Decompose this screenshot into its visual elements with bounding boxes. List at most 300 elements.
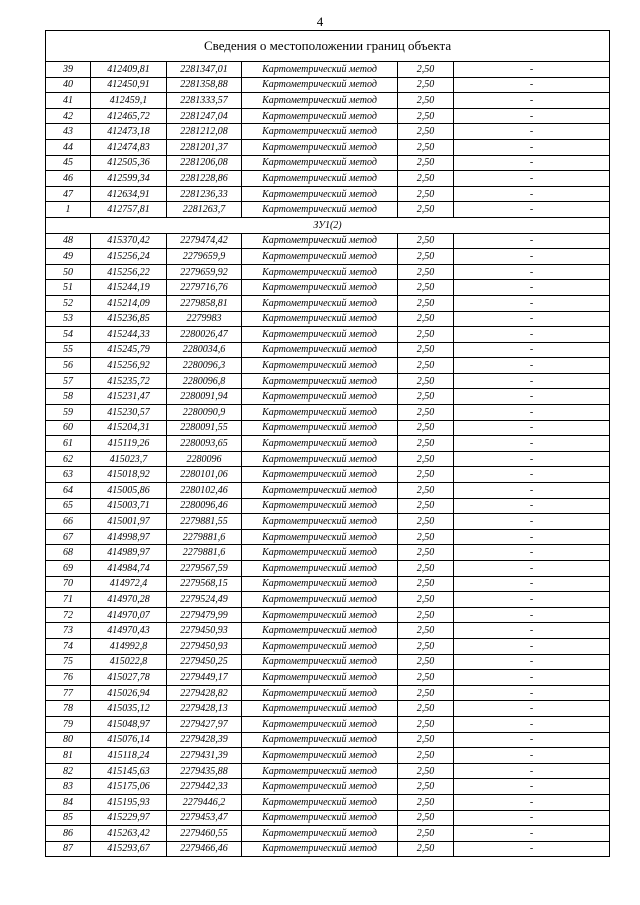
description-cell: - (454, 108, 610, 124)
point-number-cell: 42 (46, 108, 91, 124)
point-number-cell: 43 (46, 124, 91, 140)
description-cell: - (454, 810, 610, 826)
description-cell: - (454, 264, 610, 280)
description-cell: - (454, 202, 610, 218)
x-coordinate-cell: 415195,93 (91, 794, 167, 810)
table-row (46, 794, 610, 810)
table-row (46, 716, 610, 732)
accuracy-cell: 2,50 (398, 93, 454, 109)
table-row (46, 779, 610, 795)
point-number-cell: 70 (46, 576, 91, 592)
table-row (46, 670, 610, 686)
method-cell: Картометрический метод (242, 62, 398, 78)
x-coordinate-cell: 415231,47 (91, 389, 167, 405)
description-cell: - (454, 451, 610, 467)
accuracy-cell: 2,50 (398, 467, 454, 483)
accuracy-cell: 2,50 (398, 139, 454, 155)
method-cell: Картометрический метод (242, 514, 398, 530)
table-row (46, 701, 610, 717)
point-number-cell: 86 (46, 826, 91, 842)
accuracy-cell: 2,50 (398, 826, 454, 842)
x-coordinate-cell: 415214,09 (91, 295, 167, 311)
description-cell: - (454, 826, 610, 842)
description-cell: - (454, 607, 610, 623)
accuracy-cell: 2,50 (398, 405, 454, 421)
x-coordinate-cell: 412757,81 (91, 202, 167, 218)
description-cell: - (454, 763, 610, 779)
accuracy-cell: 2,50 (398, 763, 454, 779)
x-coordinate-cell: 415244,33 (91, 327, 167, 343)
point-number-cell: 67 (46, 529, 91, 545)
table-row (46, 311, 610, 327)
x-coordinate-cell: 415048,97 (91, 716, 167, 732)
y-coordinate-cell: 2279858,81 (167, 295, 242, 311)
description-cell: - (454, 249, 610, 265)
y-coordinate-cell: 2280091,55 (167, 420, 242, 436)
description-cell: - (454, 514, 610, 530)
accuracy-cell: 2,50 (398, 607, 454, 623)
table-row (46, 249, 610, 265)
point-number-cell: 62 (46, 451, 91, 467)
description-cell: - (454, 373, 610, 389)
point-number-cell: 73 (46, 623, 91, 639)
y-coordinate-cell: 2279435,88 (167, 763, 242, 779)
description-cell: - (454, 685, 610, 701)
point-number-cell: 49 (46, 249, 91, 265)
x-coordinate-cell: 412634,91 (91, 186, 167, 202)
method-cell: Картометрический метод (242, 794, 398, 810)
point-number-cell: 51 (46, 280, 91, 296)
table-row (46, 451, 610, 467)
point-number-cell: 39 (46, 62, 91, 78)
point-number-cell: 82 (46, 763, 91, 779)
accuracy-cell: 2,50 (398, 295, 454, 311)
table-row (46, 545, 610, 561)
method-cell: Картометрический метод (242, 93, 398, 109)
description-cell: - (454, 358, 610, 374)
description-cell: - (454, 498, 610, 514)
description-cell: - (454, 576, 610, 592)
table-row (46, 841, 610, 857)
y-coordinate-cell: 2281228,86 (167, 171, 242, 187)
y-coordinate-cell: 2279450,25 (167, 654, 242, 670)
method-cell: Картометрический метод (242, 233, 398, 249)
accuracy-cell: 2,50 (398, 841, 454, 857)
page-number: 4 (316, 14, 324, 29)
y-coordinate-cell: 2279659,92 (167, 264, 242, 280)
point-number-cell: 64 (46, 483, 91, 499)
description-cell: - (454, 794, 610, 810)
y-coordinate-cell: 2279524,49 (167, 592, 242, 608)
x-coordinate-cell: 415230,57 (91, 405, 167, 421)
description-cell: - (454, 311, 610, 327)
method-cell: Картометрический метод (242, 607, 398, 623)
description-cell: - (454, 93, 610, 109)
y-coordinate-cell: 2279881,6 (167, 545, 242, 561)
table-row (46, 389, 610, 405)
method-cell: Картометрический метод (242, 498, 398, 514)
x-coordinate-cell: 412465,72 (91, 108, 167, 124)
point-number-cell: 52 (46, 295, 91, 311)
table-row (46, 373, 610, 389)
accuracy-cell: 2,50 (398, 233, 454, 249)
y-coordinate-cell: 2279567,59 (167, 561, 242, 577)
method-cell: Картометрический метод (242, 311, 398, 327)
y-coordinate-cell: 2279460,55 (167, 826, 242, 842)
accuracy-cell: 2,50 (398, 638, 454, 654)
table-row (46, 623, 610, 639)
point-number-cell: 77 (46, 685, 91, 701)
accuracy-cell: 2,50 (398, 654, 454, 670)
x-coordinate-cell: 415293,67 (91, 841, 167, 857)
method-cell: Картометрический метод (242, 280, 398, 296)
description-cell: - (454, 155, 610, 171)
point-number-cell: 74 (46, 638, 91, 654)
y-coordinate-cell: 2281347,01 (167, 62, 242, 78)
method-cell: Картометрический метод (242, 405, 398, 421)
accuracy-cell: 2,50 (398, 498, 454, 514)
table-row (46, 436, 610, 452)
x-coordinate-cell: 412409,81 (91, 62, 167, 78)
method-cell: Картометрический метод (242, 826, 398, 842)
table-title: Сведения о местоположении границ объекта (46, 31, 610, 62)
method-cell: Картометрический метод (242, 77, 398, 93)
accuracy-cell: 2,50 (398, 373, 454, 389)
method-cell: Картометрический метод (242, 841, 398, 857)
description-cell: - (454, 171, 610, 187)
y-coordinate-cell: 2281247,04 (167, 108, 242, 124)
table-row (46, 171, 610, 187)
point-number-cell: 55 (46, 342, 91, 358)
x-coordinate-cell: 412599,34 (91, 171, 167, 187)
accuracy-cell: 2,50 (398, 716, 454, 732)
point-number-cell: 69 (46, 561, 91, 577)
point-number-cell: 44 (46, 139, 91, 155)
y-coordinate-cell: 2279881,55 (167, 514, 242, 530)
x-coordinate-cell: 415118,24 (91, 748, 167, 764)
y-coordinate-cell: 2281263,7 (167, 202, 242, 218)
description-cell: - (454, 405, 610, 421)
description-cell: - (454, 139, 610, 155)
point-number-cell: 87 (46, 841, 91, 857)
accuracy-cell: 2,50 (398, 77, 454, 93)
section-row (46, 217, 610, 233)
method-cell: Картометрический метод (242, 701, 398, 717)
table-row (46, 467, 610, 483)
point-number-cell: 48 (46, 233, 91, 249)
table-row (46, 77, 610, 93)
table-row (46, 124, 610, 140)
x-coordinate-cell: 415022,8 (91, 654, 167, 670)
accuracy-cell: 2,50 (398, 311, 454, 327)
table-row (46, 514, 610, 530)
table-row (46, 810, 610, 826)
method-cell: Картометрический метод (242, 139, 398, 155)
description-cell: - (454, 124, 610, 140)
method-cell: Картометрический метод (242, 529, 398, 545)
table-row (46, 576, 610, 592)
description-cell: - (454, 638, 610, 654)
boundary-coordinates-table (45, 30, 610, 857)
point-number-cell: 58 (46, 389, 91, 405)
x-coordinate-cell: 415370,42 (91, 233, 167, 249)
point-number-cell: 60 (46, 420, 91, 436)
x-coordinate-cell: 412505,36 (91, 155, 167, 171)
method-cell: Картометрический метод (242, 685, 398, 701)
description-cell: - (454, 561, 610, 577)
method-cell: Картометрический метод (242, 295, 398, 311)
accuracy-cell: 2,50 (398, 732, 454, 748)
y-coordinate-cell: 2279466,46 (167, 841, 242, 857)
method-cell: Картометрический метод (242, 779, 398, 795)
table-row (46, 155, 610, 171)
method-cell: Картометрический метод (242, 670, 398, 686)
method-cell: Картометрический метод (242, 623, 398, 639)
description-cell: - (454, 592, 610, 608)
y-coordinate-cell: 2279446,2 (167, 794, 242, 810)
table-row (46, 202, 610, 218)
table-row (46, 685, 610, 701)
point-number-cell: 68 (46, 545, 91, 561)
x-coordinate-cell: 415256,22 (91, 264, 167, 280)
description-cell: - (454, 389, 610, 405)
description-cell: - (454, 280, 610, 296)
accuracy-cell: 2,50 (398, 124, 454, 140)
point-number-cell: 83 (46, 779, 91, 795)
y-coordinate-cell: 2280034,6 (167, 342, 242, 358)
table-row (46, 498, 610, 514)
table-row (46, 529, 610, 545)
y-coordinate-cell: 2279427,97 (167, 716, 242, 732)
point-number-cell: 59 (46, 405, 91, 421)
point-number-cell: 66 (46, 514, 91, 530)
accuracy-cell: 2,50 (398, 514, 454, 530)
point-number-cell: 56 (46, 358, 91, 374)
table-row (46, 62, 610, 78)
description-cell: - (454, 327, 610, 343)
method-cell: Картометрический метод (242, 124, 398, 140)
y-coordinate-cell: 2281358,88 (167, 77, 242, 93)
description-cell: - (454, 233, 610, 249)
description-cell: - (454, 295, 610, 311)
description-cell: - (454, 436, 610, 452)
point-number-cell: 46 (46, 171, 91, 187)
description-cell: - (454, 77, 610, 93)
table-row (46, 561, 610, 577)
point-number-cell: 81 (46, 748, 91, 764)
accuracy-cell: 2,50 (398, 483, 454, 499)
table-row (46, 826, 610, 842)
x-coordinate-cell: 414970,43 (91, 623, 167, 639)
method-cell: Картометрический метод (242, 389, 398, 405)
point-number-cell: 63 (46, 467, 91, 483)
method-cell: Картометрический метод (242, 576, 398, 592)
point-number-cell: 45 (46, 155, 91, 171)
accuracy-cell: 2,50 (398, 545, 454, 561)
y-coordinate-cell: 2280096,46 (167, 498, 242, 514)
method-cell: Картометрический метод (242, 732, 398, 748)
accuracy-cell: 2,50 (398, 701, 454, 717)
point-number-cell: 50 (46, 264, 91, 280)
x-coordinate-cell: 415005,86 (91, 483, 167, 499)
y-coordinate-cell: 2280026,47 (167, 327, 242, 343)
point-number-cell: 1 (46, 202, 91, 218)
description-cell: - (454, 420, 610, 436)
point-number-cell: 61 (46, 436, 91, 452)
x-coordinate-cell: 412474,83 (91, 139, 167, 155)
y-coordinate-cell: 2279431,39 (167, 748, 242, 764)
point-number-cell: 72 (46, 607, 91, 623)
method-cell: Картометрический метод (242, 264, 398, 280)
accuracy-cell: 2,50 (398, 264, 454, 280)
method-cell: Картометрический метод (242, 467, 398, 483)
x-coordinate-cell: 415263,42 (91, 826, 167, 842)
accuracy-cell: 2,50 (398, 358, 454, 374)
y-coordinate-cell: 2279983 (167, 311, 242, 327)
x-coordinate-cell: 415001,97 (91, 514, 167, 530)
table-row (46, 108, 610, 124)
method-cell: Картометрический метод (242, 451, 398, 467)
point-number-cell: 57 (46, 373, 91, 389)
point-number-cell: 41 (46, 93, 91, 109)
y-coordinate-cell: 2279474,42 (167, 233, 242, 249)
table-row (46, 763, 610, 779)
accuracy-cell: 2,50 (398, 685, 454, 701)
x-coordinate-cell: 415244,19 (91, 280, 167, 296)
description-cell: - (454, 654, 610, 670)
accuracy-cell: 2,50 (398, 561, 454, 577)
y-coordinate-cell: 2279659,9 (167, 249, 242, 265)
y-coordinate-cell: 2279428,39 (167, 732, 242, 748)
description-cell: - (454, 623, 610, 639)
x-coordinate-cell: 415023,7 (91, 451, 167, 467)
y-coordinate-cell: 2280096,8 (167, 373, 242, 389)
x-coordinate-cell: 412473,18 (91, 124, 167, 140)
point-number-cell: 84 (46, 794, 91, 810)
y-coordinate-cell: 2280093,65 (167, 436, 242, 452)
y-coordinate-cell: 2280096 (167, 451, 242, 467)
accuracy-cell: 2,50 (398, 810, 454, 826)
x-coordinate-cell: 414992,8 (91, 638, 167, 654)
method-cell: Картометрический метод (242, 327, 398, 343)
table-row (46, 186, 610, 202)
y-coordinate-cell: 2279716,76 (167, 280, 242, 296)
y-coordinate-cell: 2279450,93 (167, 638, 242, 654)
description-cell: - (454, 545, 610, 561)
point-number-cell: 75 (46, 654, 91, 670)
method-cell: Картометрический метод (242, 358, 398, 374)
accuracy-cell: 2,50 (398, 592, 454, 608)
method-cell: Картометрический метод (242, 373, 398, 389)
x-coordinate-cell: 414970,07 (91, 607, 167, 623)
table-row (46, 405, 610, 421)
accuracy-cell: 2,50 (398, 748, 454, 764)
method-cell: Картометрический метод (242, 654, 398, 670)
table-header-row (46, 31, 610, 62)
table-row (46, 638, 610, 654)
x-coordinate-cell: 415145,63 (91, 763, 167, 779)
x-coordinate-cell: 414970,28 (91, 592, 167, 608)
x-coordinate-cell: 415018,92 (91, 467, 167, 483)
method-cell: Картометрический метод (242, 561, 398, 577)
description-cell: - (454, 186, 610, 202)
accuracy-cell: 2,50 (398, 155, 454, 171)
description-cell: - (454, 342, 610, 358)
accuracy-cell: 2,50 (398, 576, 454, 592)
method-cell: Картометрический метод (242, 171, 398, 187)
point-number-cell: 53 (46, 311, 91, 327)
y-coordinate-cell: 2280102,46 (167, 483, 242, 499)
accuracy-cell: 2,50 (398, 794, 454, 810)
y-coordinate-cell: 2280101,06 (167, 467, 242, 483)
method-cell: Картометрический метод (242, 186, 398, 202)
table-row (46, 592, 610, 608)
accuracy-cell: 2,50 (398, 62, 454, 78)
x-coordinate-cell: 414998,97 (91, 529, 167, 545)
method-cell: Картометрический метод (242, 420, 398, 436)
description-cell: - (454, 732, 610, 748)
method-cell: Картометрический метод (242, 155, 398, 171)
x-coordinate-cell: 415256,92 (91, 358, 167, 374)
accuracy-cell: 2,50 (398, 436, 454, 452)
x-coordinate-cell: 414984,74 (91, 561, 167, 577)
point-number-cell: 54 (46, 327, 91, 343)
description-cell: - (454, 670, 610, 686)
table-row (46, 748, 610, 764)
y-coordinate-cell: 2280096,3 (167, 358, 242, 374)
y-coordinate-cell: 2280091,94 (167, 389, 242, 405)
description-cell: - (454, 62, 610, 78)
description-cell: - (454, 483, 610, 499)
table-row (46, 732, 610, 748)
method-cell: Картометрический метод (242, 748, 398, 764)
point-number-cell: 71 (46, 592, 91, 608)
table-row (46, 327, 610, 343)
table-row (46, 233, 610, 249)
section-label: ЗУ1(2) (46, 217, 610, 233)
x-coordinate-cell: 415256,24 (91, 249, 167, 265)
accuracy-cell: 2,50 (398, 389, 454, 405)
x-coordinate-cell: 415026,94 (91, 685, 167, 701)
y-coordinate-cell: 2280090,9 (167, 405, 242, 421)
y-coordinate-cell: 2279428,13 (167, 701, 242, 717)
description-cell: - (454, 716, 610, 732)
table-row (46, 420, 610, 436)
accuracy-cell: 2,50 (398, 249, 454, 265)
accuracy-cell: 2,50 (398, 529, 454, 545)
y-coordinate-cell: 2279442,33 (167, 779, 242, 795)
x-coordinate-cell: 415229,97 (91, 810, 167, 826)
table-row (46, 654, 610, 670)
point-number-cell: 85 (46, 810, 91, 826)
accuracy-cell: 2,50 (398, 171, 454, 187)
y-coordinate-cell: 2279881,6 (167, 529, 242, 545)
table-row (46, 280, 610, 296)
y-coordinate-cell: 2281333,57 (167, 93, 242, 109)
table-row (46, 358, 610, 374)
x-coordinate-cell: 415236,85 (91, 311, 167, 327)
point-number-cell: 40 (46, 77, 91, 93)
x-coordinate-cell: 415035,12 (91, 701, 167, 717)
point-number-cell: 80 (46, 732, 91, 748)
x-coordinate-cell: 414972,4 (91, 576, 167, 592)
x-coordinate-cell: 412450,91 (91, 77, 167, 93)
accuracy-cell: 2,50 (398, 342, 454, 358)
accuracy-cell: 2,50 (398, 327, 454, 343)
accuracy-cell: 2,50 (398, 202, 454, 218)
method-cell: Картометрический метод (242, 249, 398, 265)
y-coordinate-cell: 2281206,08 (167, 155, 242, 171)
